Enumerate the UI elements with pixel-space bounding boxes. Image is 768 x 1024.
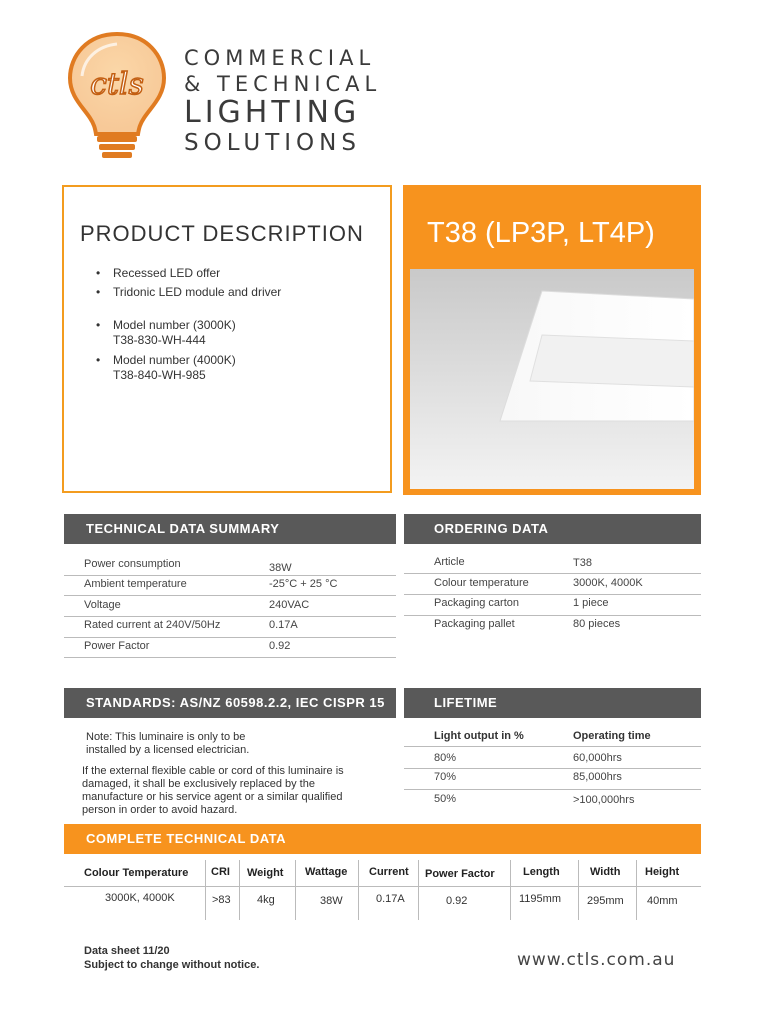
warning-line: If the external flexible cable or cord of this luminaire is [82,765,344,777]
cell-value: 3000K, 4000K [105,892,175,904]
technical-summary-heading: TECHNICAL DATA SUMMARY [64,514,396,544]
row-label: Colour temperature [434,577,529,589]
table-row [404,552,701,574]
table-row [64,575,396,596]
column-divider [205,860,206,920]
bullet-item: • Tridonic LED module and driver [96,285,281,300]
row-time: >100,000hrs [573,794,635,806]
row-time: 60,000hrs [573,752,622,764]
table-row [404,615,701,635]
row-time: 85,000hrs [573,771,622,783]
product-photo [410,269,694,489]
row-value: 80 pieces [573,618,621,630]
footer-notes [84,944,259,972]
row-label: Power consumption [84,558,181,570]
row-label: Ambient temperature [84,578,187,590]
model-bullets [96,318,236,383]
row-value: 3000K, 4000K [573,577,643,589]
cable-warning [82,765,344,817]
lifetime-heading: LIFETIME [404,688,701,718]
table-row [404,747,701,769]
row-output: 80% [434,752,457,764]
cell-value: 40mm [647,895,678,907]
table-row [404,768,701,790]
row-value: T38 [573,557,592,569]
column-header: Current [369,866,409,878]
row-value: 1 piece [573,597,609,609]
column-header: Light output in % [434,730,524,742]
brand-line-commercial: COMMERCIAL [184,46,376,70]
row-label: Packaging pallet [434,618,515,630]
column-header: Colour Temperature [84,867,189,879]
logo-text: ctls [90,67,144,102]
datasheet-version: Data sheet 11/20 [84,945,170,957]
bullet-item [96,318,236,348]
column-header: Width [590,866,621,878]
model-label: • Model number (3000K) [113,318,236,332]
product-title: T38 (LP3P, LT4P) [427,217,655,249]
cell-value: 1195mm [519,893,561,905]
brand-line-technical: & TECHNICAL [184,72,382,96]
column-divider [358,860,359,920]
description-bullets [96,266,281,300]
table-row [404,573,701,595]
ordering-data-heading: ORDERING DATA [404,514,701,544]
table-divider [64,886,701,887]
warning-line: manufacture or his service agent or a similar qualified [82,791,343,803]
note-line: installed by a licensed electrician. [86,744,250,756]
model-number: T38-840-WH-985 [113,368,206,382]
product-description-title: PRODUCT DESCRIPTION [80,221,364,246]
warning-line: person in order to avoid hazard. [82,804,238,816]
column-header: Length [523,866,560,878]
row-label: Power Factor [84,640,150,652]
table-row [64,617,396,638]
note-line: Note: This luminaire is only to be [86,731,246,743]
row-label: Voltage [84,599,121,611]
row-label: Packaging carton [434,597,519,609]
row-value: 0.92 [269,640,291,652]
table-row [64,596,396,617]
column-divider [510,860,511,920]
brand-line-solutions: SOLUTIONS [184,130,361,156]
change-notice: Subject to change without notice. [84,959,260,971]
cell-value: 38W [320,895,343,907]
cell-value: 0.92 [446,895,468,907]
model-number: T38-830-WH-444 [113,333,206,347]
website-link[interactable]: www.ctls.com.au [517,950,676,970]
table-row [64,555,396,576]
column-header: Height [645,866,680,878]
model-label: • Model number (4000K) [113,353,236,367]
warning-line: damaged, it shall be exclusively replaced by the [82,778,315,790]
lifetime-header-row [404,726,701,747]
column-divider [295,860,296,920]
table-row [64,637,396,658]
cell-value: 4kg [257,894,275,906]
cell-value: 295mm [587,895,624,907]
row-value: 240VAC [269,599,310,611]
table-row [404,594,701,616]
installation-note [86,731,249,757]
cell-value: 0.17A [376,893,405,905]
bullet-item: • Recessed LED offer [96,266,281,281]
column-divider [239,860,240,920]
table-row [404,789,701,810]
complete-data-heading: COMPLETE TECHNICAL DATA [64,824,701,854]
bullet-item [96,353,236,383]
column-divider [578,860,579,920]
lightbulb-logo-icon [62,28,172,163]
column-divider [418,860,419,920]
column-header: CRI [211,866,230,878]
row-label: Rated current at 240V/50Hz [84,619,221,631]
column-divider [636,860,637,920]
column-header: Wattage [305,866,348,878]
column-header: Weight [247,867,284,879]
standards-heading: STANDARDS: AS/NZ 60598.2.2, IEC CISPR 15 [64,688,396,718]
row-output: 50% [434,793,457,805]
row-value: 38W [269,562,292,574]
column-header: Operating time [573,730,651,742]
column-header: Power Factor [425,868,495,880]
row-value: 0.17A [269,619,298,631]
row-value: -25°C + 25 °C [269,578,338,590]
brand-line-lighting: LIGHTING [184,95,361,130]
cell-value: >83 [212,894,231,906]
row-output: 70% [434,771,457,783]
row-label: Article [434,556,465,568]
